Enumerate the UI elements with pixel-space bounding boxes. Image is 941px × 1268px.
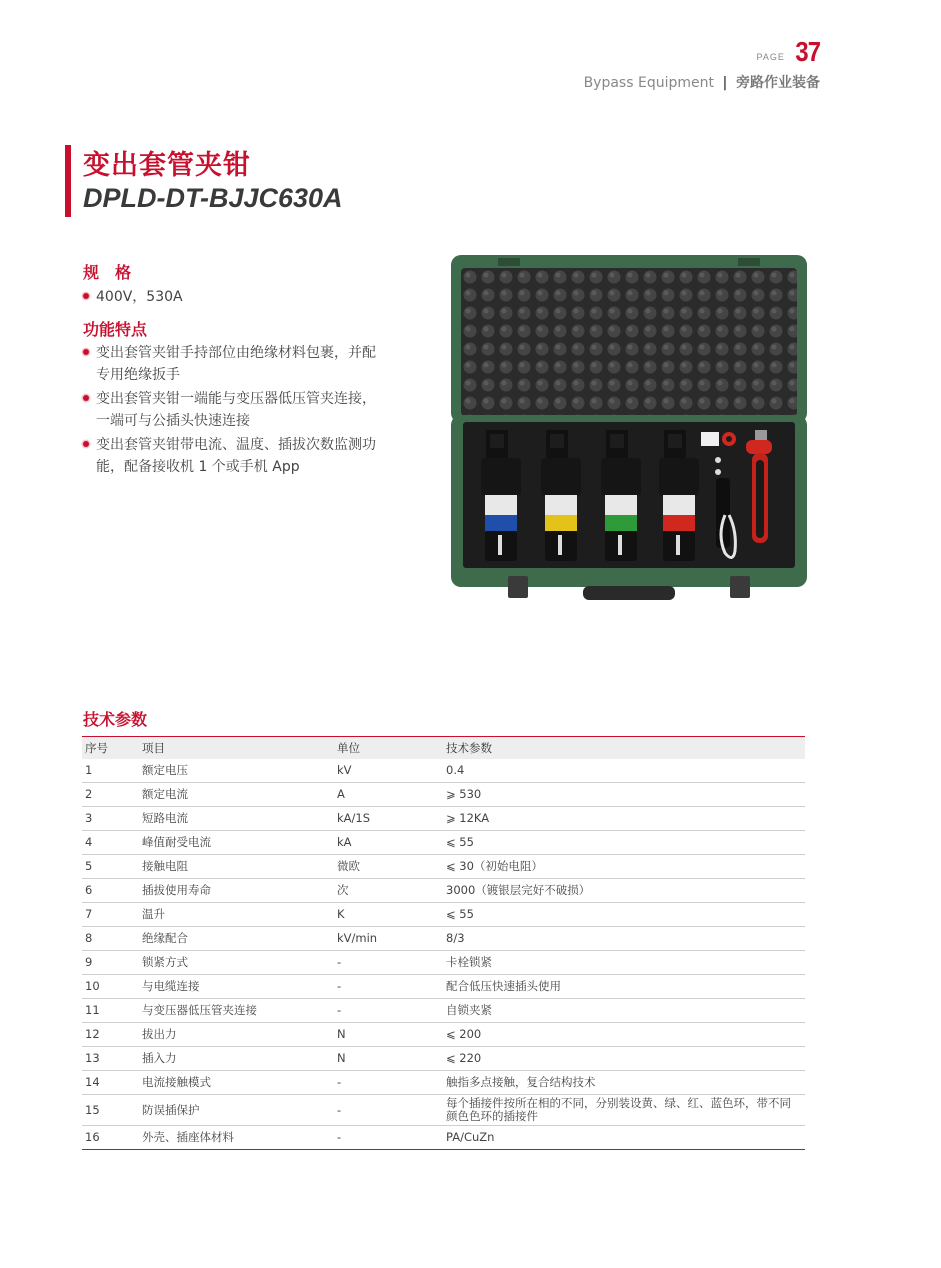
section-name-cn: 旁路作业装备 <box>736 75 820 91</box>
cell-item: 峰值耐受电流 <box>139 831 334 855</box>
list-item <box>83 286 383 308</box>
cell-value: PA/CuZn <box>443 1126 805 1150</box>
table-row <box>82 807 805 831</box>
table-row <box>82 1047 805 1071</box>
cell-index: 14 <box>82 1071 139 1095</box>
cell-value: 配合低压快速插头使用 <box>443 975 805 999</box>
cell-item: 外壳、插座体材料 <box>139 1126 334 1150</box>
bullet-dot-icon <box>83 441 89 447</box>
cell-item: 额定电流 <box>139 783 334 807</box>
cell-value: 触指多点接触，复合结构技术 <box>443 1071 805 1095</box>
tech-heading: 技术参数 <box>83 710 148 729</box>
table-row <box>82 783 805 807</box>
cell-unit: 次 <box>334 879 443 903</box>
table-row <box>82 831 805 855</box>
cell-value: ⩽ 30（初始电阻） <box>443 855 805 879</box>
cell-index: 3 <box>82 807 139 831</box>
page-word: PAGE <box>756 52 785 62</box>
table-row <box>82 1071 805 1095</box>
tech-params-table <box>82 736 805 1150</box>
cell-item: 短路电流 <box>139 807 334 831</box>
title-accent-bar <box>65 145 71 217</box>
features-list <box>83 342 383 480</box>
cell-index: 16 <box>82 1126 139 1150</box>
cell-item: 与电缆连接 <box>139 975 334 999</box>
cell-item: 插拔使用寿命 <box>139 879 334 903</box>
table-row <box>82 951 805 975</box>
table-row <box>82 999 805 1023</box>
cell-item: 接触电阻 <box>139 855 334 879</box>
list-item <box>83 434 383 478</box>
list-item <box>83 388 383 432</box>
cell-value: ⩾ 12KA <box>443 807 805 831</box>
column-header: 项目 <box>142 741 165 755</box>
cell-item: 温升 <box>139 903 334 927</box>
spec-item-text: 400V，530A <box>96 289 183 305</box>
table-row <box>82 879 805 903</box>
column-header: 技术参数 <box>446 741 492 755</box>
section-name-en: Bypass Equipment <box>583 75 714 91</box>
features-heading: 功能特点 <box>83 320 148 339</box>
feature-item-text: 变出套管夹钳一端能与变压器低压管夹连接，一端可与公插头快速连接 <box>96 391 376 429</box>
cell-unit: - <box>334 1095 443 1126</box>
cell-value: ⩽ 55 <box>443 903 805 927</box>
cell-index: 7 <box>82 903 139 927</box>
cell-value: ⩽ 55 <box>443 831 805 855</box>
cell-value: 卡栓锁紧 <box>443 951 805 975</box>
cell-index: 11 <box>82 999 139 1023</box>
cell-index: 10 <box>82 975 139 999</box>
cell-index: 6 <box>82 879 139 903</box>
cell-item: 绝缘配合 <box>139 927 334 951</box>
cell-unit: kV <box>334 759 443 783</box>
table-row <box>82 903 805 927</box>
cell-index: 13 <box>82 1047 139 1071</box>
cell-value: 0.4 <box>443 759 805 783</box>
cell-index: 15 <box>82 1095 139 1126</box>
cell-index: 4 <box>82 831 139 855</box>
cell-item: 额定电压 <box>139 759 334 783</box>
cell-value: ⩾ 530 <box>443 783 805 807</box>
cell-value: ⩽ 200 <box>443 1023 805 1047</box>
cell-unit: 微欧 <box>334 855 443 879</box>
spec-heading: 规 格 <box>83 263 132 282</box>
cell-value: 自锁夹紧 <box>443 999 805 1023</box>
bullet-dot-icon <box>83 349 89 355</box>
column-header: 序号 <box>85 741 108 755</box>
cell-unit: K <box>334 903 443 927</box>
cell-unit: - <box>334 999 443 1023</box>
cell-unit: A <box>334 783 443 807</box>
cell-index: 8 <box>82 927 139 951</box>
cell-item: 与变压器低压管夹连接 <box>139 999 334 1023</box>
cell-item: 拔出力 <box>139 1023 334 1047</box>
cell-value: 3000（镀银层完好不破损） <box>443 879 805 903</box>
cell-index: 1 <box>82 759 139 783</box>
table-header-row <box>82 737 805 760</box>
table-row <box>82 855 805 879</box>
cell-unit: - <box>334 1071 443 1095</box>
cell-unit: N <box>334 1023 443 1047</box>
cell-unit: - <box>334 951 443 975</box>
page-number: 37 <box>795 36 820 67</box>
section-header <box>584 72 820 92</box>
cell-unit: kA/1S <box>334 807 443 831</box>
table-row <box>82 975 805 999</box>
bullet-dot-icon <box>83 293 89 299</box>
cell-item: 防误插保护 <box>139 1095 334 1126</box>
table-row <box>82 927 805 951</box>
feature-item-text: 变出套管夹钳手持部位由绝缘材料包裹，并配专用绝缘扳手 <box>96 345 376 383</box>
cell-unit: - <box>334 1126 443 1150</box>
table-row <box>82 759 805 783</box>
cell-item: 锁紧方式 <box>139 951 334 975</box>
cell-index: 9 <box>82 951 139 975</box>
product-title-cn: 变出套管夹钳 <box>83 150 251 181</box>
cell-index: 5 <box>82 855 139 879</box>
page-number-block <box>757 38 821 66</box>
column-header: 单位 <box>337 741 360 755</box>
cell-index: 12 <box>82 1023 139 1047</box>
cell-unit: - <box>334 975 443 999</box>
spec-list <box>83 286 383 310</box>
cell-unit: kA <box>334 831 443 855</box>
product-model: DPLD-DT-BJJC630A <box>83 183 343 213</box>
table-row <box>82 1023 805 1047</box>
cell-index: 2 <box>82 783 139 807</box>
feature-item-text: 变出套管夹钳带电流、温度、插拔次数监测功能，配备接收机 1 个或手机 App <box>96 437 376 475</box>
cell-item: 电流接触模式 <box>139 1071 334 1095</box>
bullet-dot-icon <box>83 395 89 401</box>
cell-value: 8/3 <box>443 927 805 951</box>
table-row <box>82 1126 805 1150</box>
cell-item: 插入力 <box>139 1047 334 1071</box>
table-row <box>82 1095 805 1126</box>
cell-value: 每个插接件按所在相的不同，分别装设黄、绿、红、蓝色环，带不同颜色色环的插接件 <box>443 1095 805 1126</box>
product-case-photo-icon <box>443 250 815 610</box>
cell-unit: N <box>334 1047 443 1071</box>
list-item <box>83 342 383 386</box>
cell-value: ⩽ 220 <box>443 1047 805 1071</box>
cell-unit: kV/min <box>334 927 443 951</box>
section-separator: | <box>722 75 728 91</box>
